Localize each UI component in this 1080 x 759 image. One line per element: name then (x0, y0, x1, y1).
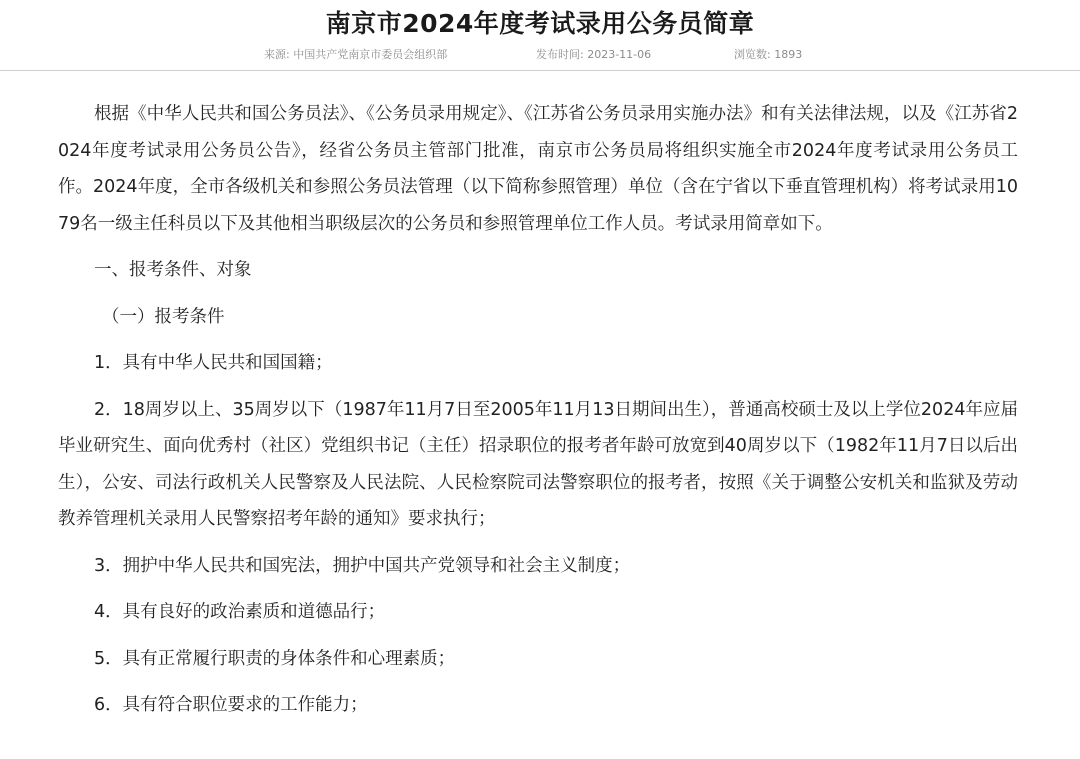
list-item: 3．拥护中华人民共和国宪法，拥护中国共产党领导和社会主义制度； (94, 555, 631, 576)
article-header (0, 0, 1080, 71)
view-count: 浏览数: 1893 (734, 48, 803, 61)
list-item: 2．18周岁以上、35周岁以下（1987年11月7日至2005年11月13日期间出生），普通高校硕士及以上学位2024年应届毕业研究生、面向优秀村（社区）党组织书记（主任）招录职位的报考者年龄可放宽到40周岁以下（1982年11月7日以后出生），公安、司法行政机关人民警察及人民法院、人民检察院司法警察职位的报考者，按照《关于调整公安机关和监狱及劳动教养管理机关录用人民警察招考年龄的通知》要求执行； (58, 399, 1018, 529)
article-title: 南京市2024年度考试录用公务员简章 (325, 9, 755, 38)
article-body (58, 96, 1018, 724)
intro-paragraph: 根据《中华人民共和国公务员法》、《公务员录用规定》、《江苏省公务员录用实施办法》和有关法律法规，以及《江苏省2024年度考试录用公务员公告》，经省公务员主管部门批准，南京市公务员局将组织实施全市2024年度考试录用公务员工作。2024年度，全市各级机关和参照公务员法管理（以下简称参照管理）单位（含在宁省以下垂直管理机构）将考试录用1079名一级主任科员以下及其他相当职级层次的公务员和参照管理单位工作人员。考试录用简章如下。 (58, 104, 1018, 234)
list-item: 6．具有符合职位要求的工作能力； (94, 695, 368, 715)
section-heading: 一、报考条件、对象 (94, 260, 252, 280)
publish-date: 发布时间: 2023-11-06 (536, 48, 652, 61)
list-item: 4．具有良好的政治素质和道德品行； (94, 602, 386, 622)
subsection-heading: （一）报考条件 (102, 306, 225, 327)
source-label: 来源: 中国共产党南京市委员会组织部 (264, 48, 448, 61)
list-item: 5．具有正常履行职责的身体条件和心理素质； (94, 648, 456, 669)
list-item: 1．具有中华人民共和国国籍； (94, 353, 333, 373)
